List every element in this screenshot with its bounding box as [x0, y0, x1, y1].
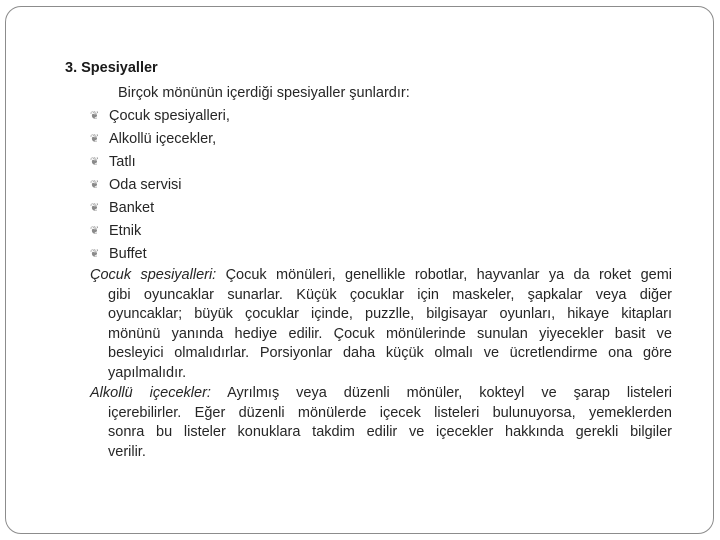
section-heading: 3. Spesiyaller [65, 60, 158, 76]
paragraph-line: verilir. [108, 443, 146, 460]
paragraph-line: sonra bu listeler konuklara takdim edilir ve içecekler hakkında gerekli bilgiler [108, 424, 672, 440]
paragraph-line: gibi oyuncaklar sunarlar. Küçük çocuklar için maskeler, şapkalar veya diğer [108, 286, 672, 303]
list-item [90, 107, 230, 130]
paragraph-alcoholic-drinks [90, 384, 672, 462]
paragraph-text: Ayrılmış veya düzenli mönüler, kokteyl ve şarap listeleri [210, 385, 672, 401]
paragraph-line: besleyici olmalıdırlar. Porsiyonlar daha küçük olmalı ve ücretlendirme ona göre [108, 345, 672, 361]
paragraph-term: Çocuk spesiyalleri: [90, 267, 217, 283]
list-item [90, 245, 230, 268]
list-item [90, 130, 230, 153]
list-item-label: Oda servisi [109, 177, 182, 193]
paragraph-line: mönünü yanında hediye edilir. Çocuk mönülerinde sunulan yiyecekler basit ve [108, 325, 672, 342]
list-item-label: Buffet [109, 246, 147, 262]
list-item-label: Tatlı [109, 154, 136, 170]
decorative-bullet-icon: ❦ [90, 179, 98, 191]
list-item [90, 199, 230, 222]
paragraph-line: oyuncaklar; büyük çocuklar içinde, puzzlle, bilgisayar oyunları, hikaye kitapları [108, 306, 672, 322]
list-item-label: Çocuk spesiyalleri, [109, 108, 230, 124]
decorative-bullet-icon: ❦ [90, 248, 98, 260]
paragraph-line [90, 384, 672, 404]
list-item [90, 153, 230, 176]
list-item-label: Alkollü içecekler, [109, 131, 217, 147]
paragraph-line [90, 266, 672, 286]
section-intro: Birçok mönünün içerdiği spesiyaller şunlardır: [118, 85, 410, 101]
decorative-bullet-icon: ❦ [90, 110, 98, 122]
list-item-label: Etnik [109, 223, 142, 239]
paragraph-childrens-specials [90, 266, 672, 383]
decorative-bullet-icon: ❦ [90, 133, 98, 145]
paragraph-line: yapılmalıdır. [108, 364, 187, 381]
paragraph-line: içerebilirler. Eğer düzenli mönülerde içecek listeleri bulunuyorsa, yemeklerden [108, 404, 672, 421]
list-item [90, 176, 230, 199]
list-item [90, 222, 230, 245]
list-item-label: Banket [109, 200, 155, 216]
decorative-bullet-icon: ❦ [90, 156, 98, 168]
decorative-bullet-icon: ❦ [90, 225, 98, 237]
decorative-bullet-icon: ❦ [90, 202, 98, 214]
paragraph-term: Alkollü içecekler: [90, 385, 211, 401]
specials-list [90, 107, 230, 268]
paragraph-text: Çocuk mönüleri, genellikle robotlar, hayvanlar ya da roket gemi [216, 267, 672, 283]
